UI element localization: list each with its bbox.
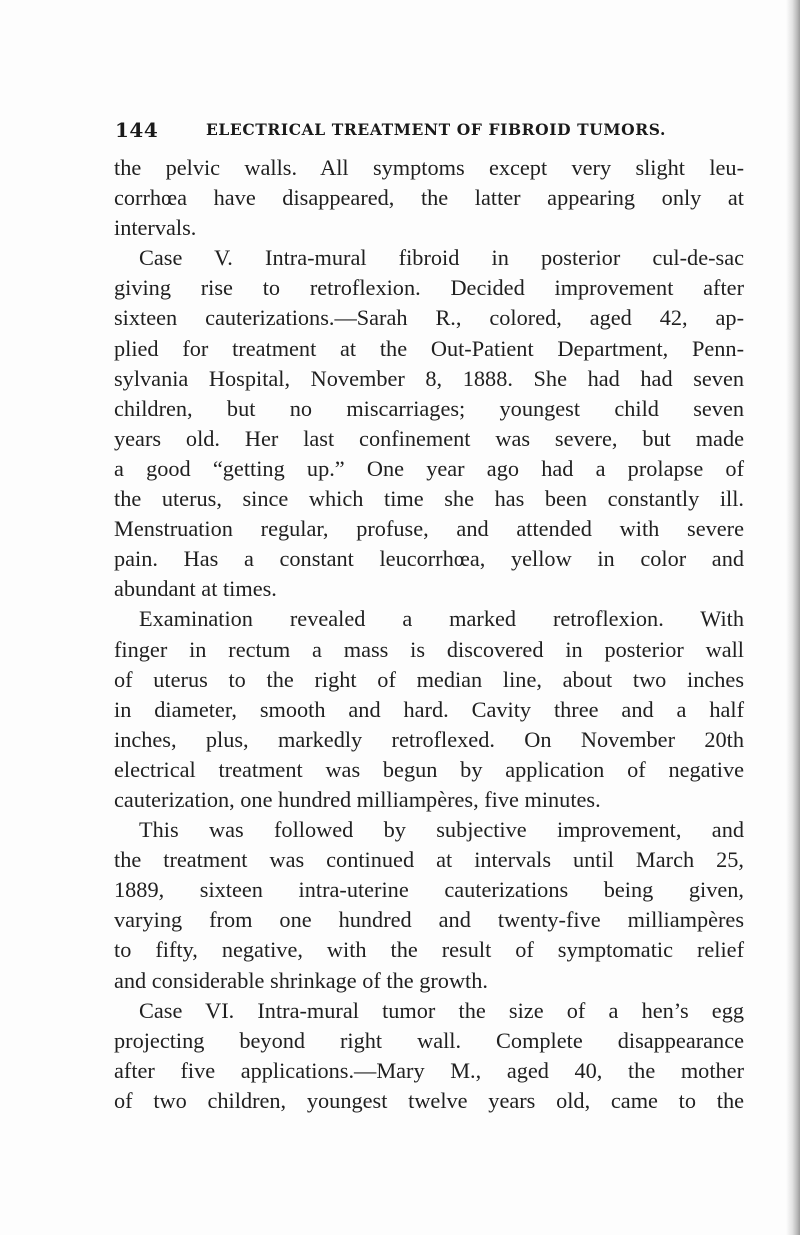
text-line: Case V. Intra-mural fibroid in posterior cul-de-sac [139, 245, 744, 271]
page-edge-shadow [786, 0, 800, 1235]
text-line: pain. Has a constant leucorrhœa, yellow in color and [114, 546, 744, 572]
page-number: 144 [115, 118, 159, 142]
text-line: to fifty, negative, with the result of symptomatic relief [114, 937, 744, 963]
text-line: and considerable shrinkage of the growth. [114, 967, 488, 993]
text-line: plied for treatment at the Out-Patient Department, Penn- [114, 335, 744, 361]
running-head: ELECTRICAL TREATMENT OF FIBROID TUMORS. [206, 120, 666, 139]
text-line: Examination revealed a marked retroflexion. With [139, 606, 744, 632]
text-line: a good “getting up.” One year ago had a prolapse of [114, 455, 744, 481]
text-line: inches, plus, markedly retroflexed. On November 20th [114, 726, 744, 752]
text-line: after five applications.—Mary M., aged 40, the mother [114, 1057, 744, 1083]
body-text [114, 153, 744, 1116]
text-line: corrhœa have disappeared, the latter appearing only at [114, 185, 744, 211]
text-line: in diameter, smooth and hard. Cavity three and a half [114, 696, 744, 722]
text-line: sixteen cauterizations.—Sarah R., colored, aged 42, ap- [114, 305, 744, 331]
text-line: intervals. [114, 215, 197, 241]
text-line: the treatment was continued at intervals until March 25, [114, 847, 744, 873]
text-line: Case VI. Intra-mural tumor the size of a hen’s egg [139, 997, 744, 1023]
text-line: electrical treatment was begun by application of negative [114, 756, 744, 782]
text-line: This was followed by subjective improvement, and [139, 817, 744, 843]
text-line: sylvania Hospital, November 8, 1888. She had had seven [114, 365, 744, 391]
text-line: finger in rectum a mass is discovered in posterior wall [114, 636, 744, 662]
text-line: 1889, sixteen intra-uterine cauterizations being given, [114, 877, 744, 903]
text-line: of uterus to the right of median line, about two inches [114, 666, 744, 692]
text-line: projecting beyond right wall. Complete disappearance [114, 1027, 744, 1053]
text-line: of two children, youngest twelve years old, came to the [114, 1087, 744, 1113]
text-line: children, but no miscarriages; youngest child seven [114, 395, 744, 421]
text-line: the uterus, since which time she has been constantly ill. [114, 486, 744, 512]
text-line: the pelvic walls. All symptoms except very slight leu- [114, 155, 744, 180]
text-line: years old. Her last confinement was severe, but made [114, 425, 744, 451]
text-line: Menstruation regular, profuse, and attended with severe [114, 516, 744, 542]
text-line: cauterization, one hundred milliampères, five minutes. [114, 786, 601, 812]
text-line: varying from one hundred and twenty-five milliampères [114, 907, 744, 933]
text-line: abundant at times. [114, 576, 277, 602]
text-line: giving rise to retroflexion. Decided improvement after [114, 275, 744, 301]
page-header [115, 118, 735, 140]
